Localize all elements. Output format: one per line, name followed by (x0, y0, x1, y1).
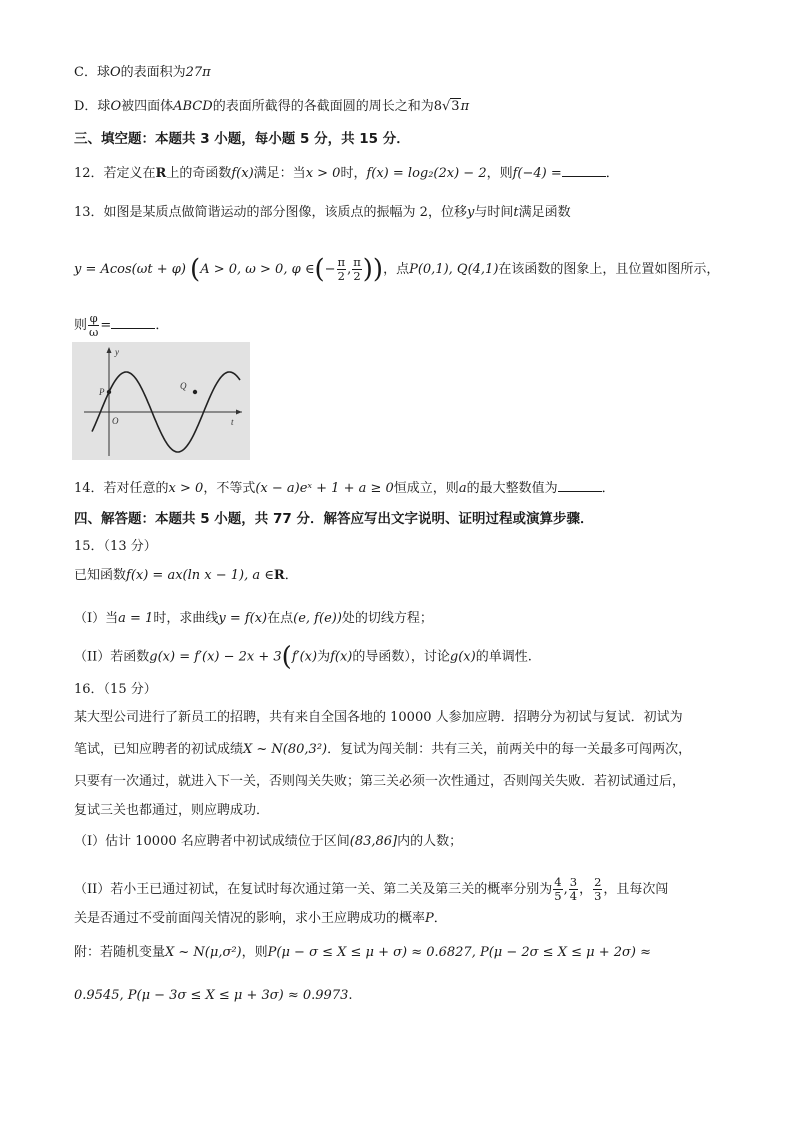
graph-background (72, 342, 250, 460)
q12-text: 上的奇函数 (166, 166, 232, 181)
q14-var-a: a (458, 481, 467, 496)
big-right-paren: ) (362, 254, 373, 285)
q15-function: f(x) = ax(ln x − 1), a ∈ (126, 568, 274, 583)
equals-sign: = (100, 318, 112, 333)
q16-text: ，且每次闯 (603, 882, 669, 897)
option-d-coef: 8 (433, 99, 442, 114)
q14-text: ，不等式 (203, 481, 256, 496)
question-16-line3: 只要有一次通过，就进入下一关，否则闯关失败；第三关必须一次性通过，否则闯关失败．若初试通过后， (74, 774, 686, 789)
question-15-part1 (74, 610, 734, 628)
q14-text: 恒成立，则 (393, 481, 459, 496)
q15-derivative: f′(x) (291, 649, 318, 665)
q15-text: （I）当 (74, 611, 119, 626)
y-axis-label: y (115, 347, 119, 357)
q16-distribution: X ~ N(80,3²) (243, 742, 328, 757)
q13-text: 则 (74, 318, 88, 333)
q12-condition: x > 0 (305, 166, 341, 181)
q16-text: ．复试为闯关制：共有三关，前两关中的每一关最多可闯两次， (327, 742, 692, 757)
q13-function: y = Acos(ωt + φ) (74, 262, 186, 277)
q16-interval: (83,86] (349, 834, 398, 849)
q16-note-probabilities: P(μ − σ ≤ X ≤ μ + σ) ≈ 0.6827, P(μ − 2σ ≤ X ≤ μ + 2σ) ≈ (267, 945, 651, 960)
frac-den: ω (89, 325, 99, 339)
frac-den: 5 (554, 889, 562, 903)
q13-text: ，点 (383, 262, 410, 277)
q15-text: 的单调性. (475, 649, 532, 665)
q14-text: 14．若对任意的 (74, 481, 169, 496)
question-16-part2: （II）若小王已通过初试，在复试时每次通过第一关、第二关及第三关的概率分别为 $\frac{4}{5}$ , $\frac{3}{4}$ ， $\frac{2}{3}$ ，且每次闯 (74, 875, 669, 903)
q15-text: 已知函数 (74, 568, 127, 583)
question-16-line1: 某大型公司进行了新员工的招聘，共有来自全国各地的 10000 人参加应聘．招聘分为初试与复试．初试为 (74, 710, 683, 725)
q15-text: 为 (317, 649, 331, 665)
q15-text: 在点 (267, 611, 294, 626)
q15-curve: y = f(x) (218, 611, 268, 626)
big-left-paren: ( (190, 254, 201, 285)
q13-end: ． (155, 318, 169, 333)
question-16-line4: 复试三关也都通过，则应聘成功． (74, 803, 270, 818)
q16-note-probabilities-2: 0.9545, P(μ − 3σ ≤ X ≤ μ + 3σ) ≈ 0.9973 (74, 988, 349, 1003)
p-label: P (99, 387, 105, 397)
big-left-paren: ( (314, 254, 325, 285)
q16-text: 笔试，已知应聘者的初试成绩 (74, 742, 244, 757)
fraction-2-3 (593, 876, 602, 903)
q15-text: （II）若函数 (74, 649, 150, 665)
option-d-text2: 的表面所截得的各截面圆的周长之和为 (212, 99, 434, 114)
question-15-stem (74, 567, 734, 585)
q16-text: 附：若随机变量 (74, 945, 166, 960)
fraction-phi-over-omega (88, 312, 99, 339)
sphere-o: O (109, 65, 121, 80)
q16-end: . (348, 988, 353, 1003)
option-c-value: 27π (185, 65, 211, 80)
option-c-label: C．球 (74, 65, 110, 80)
q13-points: P(0,1), Q(4,1) (409, 262, 499, 277)
big-right-paren: ) (372, 254, 384, 285)
q15-fx: f(x) (330, 649, 353, 665)
q16-note-distribution: X ~ N(μ,σ²) (165, 945, 242, 960)
question-15-part2 (74, 642, 734, 672)
sphere-o: O (110, 99, 122, 114)
big-left-paren: ( (281, 642, 292, 672)
q14-condition: x > 0 (168, 481, 204, 496)
fraction-4-5 (553, 876, 562, 903)
q15-text: 时，求曲线 (153, 611, 219, 626)
q13-text: 与时间 (474, 205, 514, 220)
frac-den: 2 (337, 269, 345, 283)
q13-var-t: t (513, 205, 519, 220)
q16-text: （I）估计 10000 名应聘者中初试成绩位于区间 (74, 834, 350, 849)
frac-num: π (337, 255, 346, 269)
frac-num: φ (89, 311, 98, 325)
answer-blank (558, 478, 602, 492)
frac-den: 3 (594, 889, 602, 903)
q15-point: (e, f(e)) (293, 611, 342, 626)
q16-text: 内的人数； (397, 834, 463, 849)
q15-g-def: g(x) = f′(x) − 2x + 3 (149, 649, 282, 665)
frac-num: 4 (554, 875, 562, 889)
origin-label: O (112, 416, 119, 426)
q12-ask: f(−4) = (512, 166, 562, 181)
t-axis-label: t (231, 417, 234, 427)
q16-text: （II）若小王已通过初试，在复试时每次通过第一关、第二关及第三关的概率分别为 (74, 882, 553, 897)
question-13-line2 (74, 256, 734, 283)
answer-blank (111, 315, 155, 329)
fraction-pi-over-2 (352, 256, 362, 283)
q12-text: 满足：当 (253, 166, 306, 181)
frac-num: 2 (594, 875, 602, 889)
question-16-line2 (74, 741, 734, 759)
point-q (193, 390, 197, 394)
section-solution-heading: 四、解答题：本题共 5 小题，共 77 分．解答应写出文字说明、证明过程或演算步骤． (74, 511, 594, 527)
q14-text: 的最大整数值为 (466, 481, 558, 496)
question-16-note-line1 (74, 944, 734, 962)
q15-text: 的导函数），讨论 (352, 649, 450, 665)
q13-var-y: y (466, 205, 475, 220)
q16-text: 关是否通过不受前面闯关情况的影响，求小王应聘成功的概率 (74, 911, 426, 926)
question-15-head: 15．（13 分） (74, 539, 157, 554)
q16-end: ． (433, 911, 447, 926)
section-fill-in-heading: 三、填空题：本题共 3 小题，每小题 5 分，共 15 分． (74, 131, 410, 147)
q-label: Q (180, 381, 187, 391)
option-c-text: 的表面积为 (120, 65, 186, 80)
frac-den: 4 (569, 889, 578, 903)
question-16-part2-line2 (74, 910, 734, 928)
frac-num: 3 (569, 875, 578, 889)
q13-text: 满足函数 (518, 205, 571, 220)
q13-conditions: A > 0, ω > 0, φ ∈ (200, 262, 315, 277)
point-p (107, 390, 111, 394)
real-set: R (273, 568, 285, 583)
real-set: R (155, 166, 167, 181)
question-16-note-line2 (74, 987, 734, 1005)
q13-text: 在该函数的图象上，且位置如图所示， (498, 262, 720, 277)
comma: , (347, 262, 352, 277)
question-16-head: 16．（15 分） (74, 682, 157, 697)
q14-inequality: (x − a)eˣ + 1 + a ≥ 0 (255, 481, 394, 496)
option-d-pi: π (460, 99, 470, 114)
option-c (74, 64, 734, 82)
q15-a-value: a = 1 (118, 611, 154, 626)
fraction-3-4 (569, 876, 578, 903)
q14-end: ． (601, 481, 615, 496)
q15-end: ． (284, 568, 298, 583)
question-14 (74, 478, 734, 498)
q12-text: ，则 (486, 166, 513, 181)
q12-text: 12．若定义在 (74, 166, 156, 181)
question-16-part1 (74, 833, 734, 851)
option-d: D．球O被四面体ABCD的表面所截得的各截面圆的周长之和为8√3π (74, 99, 470, 114)
question-13-line1 (74, 204, 734, 222)
frac-den: 2 (353, 269, 361, 283)
q12-end: ． (605, 166, 619, 181)
q12-text: 时， (340, 166, 367, 181)
harmonic-motion-graph (72, 342, 250, 460)
tetrahedron-name: ABCD (173, 99, 213, 114)
q13-text: 13．如图是某质点做简谐运动的部分图像，该质点的振幅为 2，位移 (74, 205, 467, 220)
fraction-pi-over-2 (337, 256, 347, 283)
frac-num: π (353, 255, 361, 269)
option-d-label: D．球 (74, 99, 111, 114)
q16-text: ，则 (241, 945, 268, 960)
answer-blank (562, 163, 606, 177)
q12-func: f(x) (231, 166, 254, 181)
q15-text: 处的切线方程； (341, 611, 433, 626)
q16-var-p: P (425, 911, 434, 926)
question-12 (74, 163, 734, 183)
option-d-text: 被四面体 (121, 99, 174, 114)
q15-gx: g(x) (449, 649, 476, 665)
option-d-radicand: 3 (451, 99, 460, 114)
minus-sign: − (324, 262, 336, 277)
q12-definition: f(x) = log₂(2x) − 2 (366, 166, 487, 181)
question-13-line3 (74, 312, 734, 339)
